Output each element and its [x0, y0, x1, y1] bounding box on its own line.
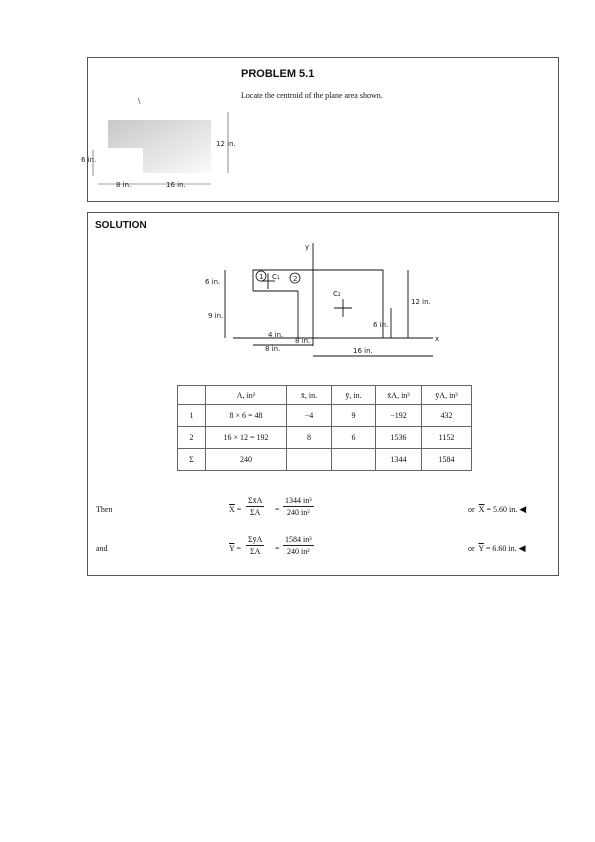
- table-row: [178, 405, 472, 427]
- table-header: [178, 386, 206, 405]
- table-header: A, in²: [206, 386, 287, 405]
- solution-title: SOLUTION: [95, 220, 147, 231]
- equation-result: or $\overline{Y} = 6.60$ in. ◀: [468, 544, 526, 554]
- dim-6in-right: 6 in.: [373, 321, 389, 329]
- dim-6in: 6 in.: [205, 278, 221, 286]
- table-row: [178, 427, 472, 449]
- equation-lhs: $\overline{Y}$ =: [229, 544, 241, 553]
- problem-box: [81, 57, 559, 202]
- table-header: ȳ, in.: [332, 386, 376, 405]
- dim-height-left: 6 in.: [81, 156, 97, 164]
- equation-lhs: $\overline{X}$ =: [229, 505, 242, 514]
- result-marker-icon: ◀: [518, 544, 526, 554]
- table-cell: 16 × 12 = 192: [206, 427, 287, 449]
- problem-statement: Locate the centroid of the plane area shown.: [241, 91, 383, 100]
- table-cell: 1536: [376, 427, 422, 449]
- table-cell: [332, 449, 376, 471]
- equation-intro: Then: [96, 505, 113, 514]
- plane-area-shape: [108, 120, 211, 173]
- table-cell: 2: [178, 427, 206, 449]
- centroid-1-label: C₁: [272, 273, 280, 281]
- dim-9in: 9 in.: [208, 312, 224, 320]
- dim-12in: 12 in.: [411, 298, 431, 306]
- equation-symbolic-fraction: $\frac{\Sigma x̄A}{\Sigma A}$: [248, 496, 263, 517]
- equation-intro: and: [96, 544, 108, 553]
- table-cell: 8 × 6 = 48: [206, 405, 287, 427]
- table-cell: 1152: [422, 427, 472, 449]
- centroid-2-label: C₂: [333, 290, 341, 298]
- dim-16in: 16 in.: [353, 347, 373, 355]
- part-2-label: 2: [293, 275, 298, 283]
- result-marker-icon: ◀: [519, 505, 527, 515]
- table-cell: 1584: [422, 449, 472, 471]
- dim-height-right: 12 in.: [216, 140, 236, 148]
- equation-numeric-fraction: $\frac{\text{1344 in³}}{\text{240 in²}}$: [285, 496, 312, 517]
- table-cell: −192: [376, 405, 422, 427]
- table-header: x̄A, in³: [376, 386, 422, 405]
- table-cell: [287, 449, 332, 471]
- table-cell: 9: [332, 405, 376, 427]
- table-header-row: [178, 386, 472, 405]
- centroid-table: [177, 385, 472, 471]
- table-cell: 6: [332, 427, 376, 449]
- equation-result: or $\overline{X} = 5.60$ in. ◀: [468, 505, 527, 515]
- problem-figure: [81, 97, 248, 189]
- svg-text:\: \: [138, 97, 141, 105]
- x-axis-label: x: [435, 335, 440, 343]
- dim-width-left: 8 in.: [116, 181, 132, 189]
- equation-numeric-fraction: $\frac{\text{1584 in³}}{\text{240 in²}}$: [285, 535, 312, 556]
- table-cell: 8: [287, 427, 332, 449]
- table-cell: −4: [287, 405, 332, 427]
- table-cell: 432: [422, 405, 472, 427]
- dim-8in-b: 8 in.: [265, 345, 281, 353]
- dim-8in-a: 8 in.: [295, 337, 311, 345]
- table-cell: 1344: [376, 449, 422, 471]
- table-row: [178, 449, 472, 471]
- part-1-label: 1: [259, 273, 264, 281]
- table-header: x̄, in.: [287, 386, 332, 405]
- table-cell: 240: [206, 449, 287, 471]
- table-cell: 1: [178, 405, 206, 427]
- dim-width-right: 16 in.: [166, 181, 186, 189]
- solution-box: SOLUTION y x 1 2 C₁ C₂ 6 in. 9 in. 12 in. 6 in. 4 in. 8 in. 8 in. 16 in. A, in² x̄, in. ȳ, in. x̄A, in³ ȳA, in³ 1 8 × 6 = 48 −4 9 −192 432 2 16 × 12 = 192 8 6 1536 1152 Σ 240 1344 1584 Then $\overline{X}$ = $\frac{\Sigma x̄A}{\Sigma A}$ = $\frac{\text{1344 in³}}{\text{240 in²}}$ or $\overline{X} = 5.60$ in. ◀ and $\overline{Y}$ = $\frac{\Sigma ȳA}{\Sigma A}$ = $\frac{\text{1584 in³}}{\text{240 in²}}$ or $\overline{Y} = 6.60$ in. ◀: [87, 212, 559, 576]
- problem-title: PROBLEM 5.1: [241, 68, 315, 80]
- y-axis-label: y: [305, 243, 310, 251]
- solution-figure: [205, 241, 493, 371]
- dim-4in: 4 in.: [268, 331, 284, 339]
- table-header: ȳA, in³: [422, 386, 472, 405]
- table-cell: Σ: [178, 449, 206, 471]
- equation-symbolic-fraction: $\frac{\Sigma ȳA}{\Sigma A}$: [248, 535, 263, 556]
